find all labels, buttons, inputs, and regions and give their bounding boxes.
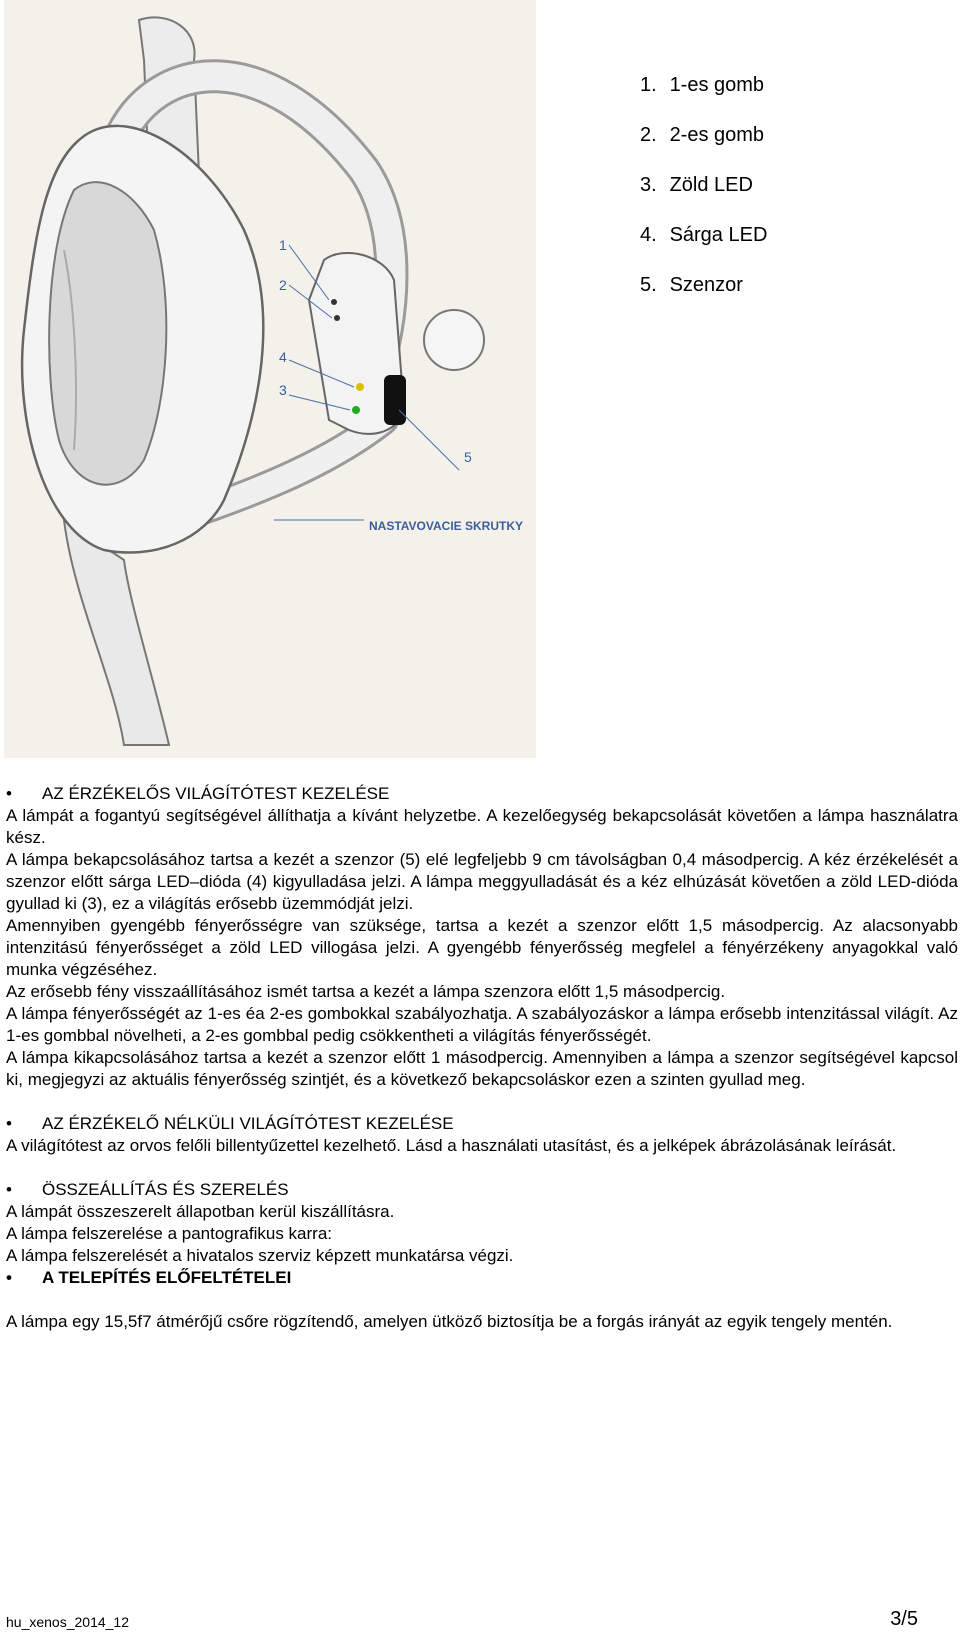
section-heading: • A TELEPÍTÉS ELŐFELTÉTELEI	[6, 1268, 292, 1287]
document-body	[6, 783, 958, 1333]
bullet-icon: •	[6, 1180, 12, 1199]
callout-2: 2	[279, 277, 287, 293]
paragraph: A lámpa kikapcsolásához tartsa a kezét a szenzor előtt 1 másodpercig. Amennyiben a lámpa a szenzor segítségével kapcsol ki, megjegyzi az aktuális fényerősség szintjét, és a következő bekapcsoláskor ezen a szinten gyullad meg.	[6, 1048, 958, 1089]
legend-item: 3. Zöld LED	[640, 174, 753, 196]
callout-4: 4	[279, 349, 287, 365]
paragraph: Amennyiben gyengébb fényerősségre van szüksége, tartsa a kezét a szenzor előtt 1,5 másodpercig. Az alacsonyabb intenzitású fényerősséget a zöld LED villogása jelzi. A gyengébb fényerősség megfelel a fényérzékeny anyagokkal való munka végzéséhez.	[6, 916, 958, 979]
section-heading: • AZ ÉRZÉKELŐS VILÁGÍTÓTEST KEZELÉSE	[6, 784, 390, 803]
bullet-icon: •	[6, 1114, 12, 1133]
bullet-icon: •	[6, 784, 12, 803]
footer-page-number: 3/5	[890, 1608, 918, 1630]
paragraph: A lámpát összeszerelt állapotban kerül kiszállításra.	[6, 1202, 395, 1221]
legend-item: 5. Szenzor	[640, 274, 743, 296]
legend-item: 2. 2-es gomb	[640, 124, 765, 146]
paragraph: A lámpa egy 15,5f7 átmérőjű csőre rögzítendő, amelyen ütköző biztosítja be a forgás irányát az egyik tengely mentén.	[6, 1312, 893, 1331]
paragraph: A lámpa bekapcsolásához tartsa a kezét a szenzor (5) elé legfeljebb 9 cm távolságban 0,4 másodpercig. A kéz érzékelését a szenzor előtt sárga LED–dióda (4) kigyulladása jelzi. A lámpa meggyulladását és a kéz elhúzását követően a zöld LED-dióda gyullad ki (3), ez a világítás erősebb üzemmódját jelzi.	[6, 850, 958, 913]
callout-3: 3	[279, 382, 287, 398]
paragraph: A világítótest az orvos felőli billentyűzettel kezelhető. Lásd a használati utasítást, és a jelképek ábrázolásának leírását.	[6, 1136, 897, 1155]
bullet-icon: •	[6, 1268, 12, 1287]
legend-list	[640, 74, 767, 324]
paragraph: Az erősebb fény visszaállításához ismét tartsa a kezét a lámpa szenzora előtt 1,5 másodpercig.	[6, 982, 726, 1001]
callout-5: 5	[464, 449, 472, 465]
lamp-figure	[4, 0, 536, 758]
paragraph: A lámpa felszerelését a hivatalos szerviz képzett munkatársa végzi.	[6, 1246, 514, 1265]
paragraph: A lámpa felszerelése a pantografikus karra:	[6, 1224, 333, 1243]
paragraph: A lámpa fényerősségét az 1-es éa 2-es gombokkal szabályozhatja. A szabályozáskor a lámpa erősebb intenzitással világít. Az 1-es gombbal növelheti, a 2-es gombbal pedig csökkentheti a világítás fényerősségét.	[6, 1004, 958, 1045]
footer-doc-id: hu_xenos_2014_12	[6, 1614, 130, 1630]
legend-item: 4. Sárga LED	[640, 224, 768, 246]
section-heading: • AZ ÉRZÉKELŐ NÉLKÜLI VILÁGÍTÓTEST KEZELÉSE	[6, 1114, 454, 1133]
paragraph: A lámpát a fogantyú segítségével állíthatja a kívánt helyzetbe. A kezelőegység bekapcsolását követően a lámpa használatra kész.	[6, 806, 958, 847]
lamp-drawing	[4, 0, 536, 758]
legend-item: 1. 1-es gomb	[640, 74, 765, 96]
figure-label: NASTAVOVACIE SKRUTKY	[369, 519, 524, 533]
callout-1: 1	[279, 237, 287, 253]
section-heading: • ÖSSZEÁLLÍTÁS ÉS SZERELÉS	[6, 1180, 289, 1199]
